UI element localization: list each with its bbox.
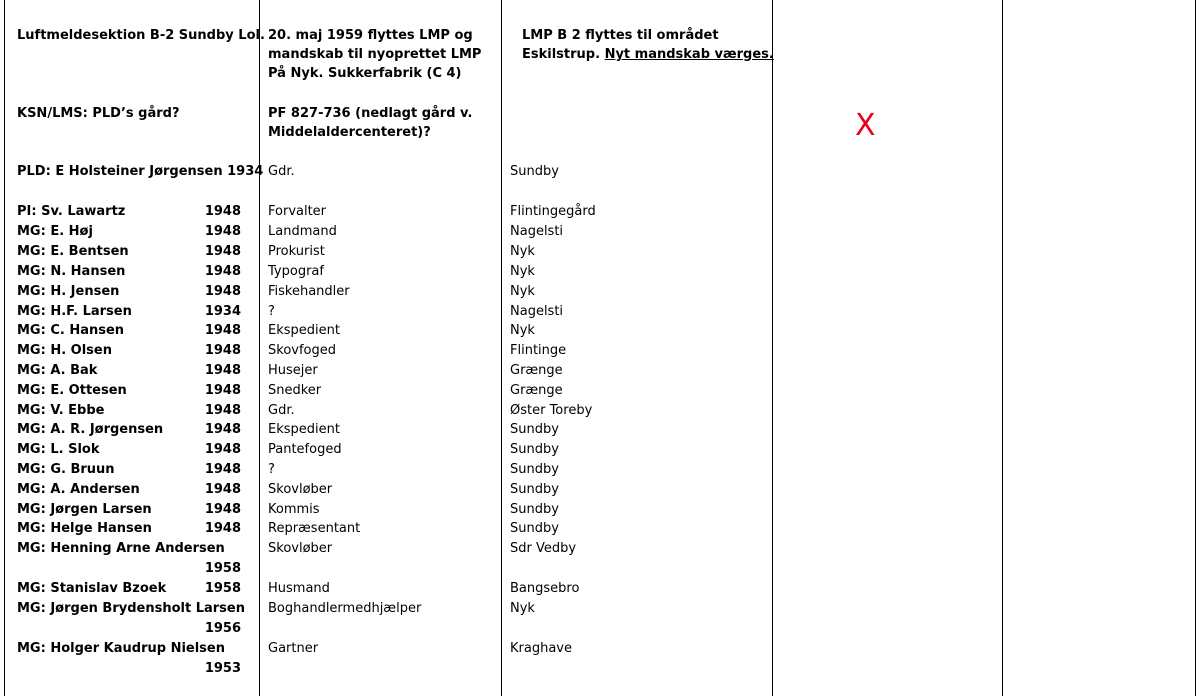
member-occupation: Boghandlermedhjælper: [268, 601, 422, 616]
member-name: MG: V. Ebbe: [17, 403, 105, 418]
member-place: Nyk: [510, 244, 535, 259]
member-place: Øster Toreby: [510, 403, 593, 418]
member-year: 1948: [204, 482, 241, 497]
member-year: 1948: [204, 264, 241, 279]
member-year: 1948: [204, 383, 241, 398]
member-year: 1956: [204, 621, 241, 636]
member-year: 1948: [204, 284, 241, 299]
column-divider-2: [501, 0, 502, 696]
member-occupation: Ekspedient: [268, 323, 340, 338]
member-occupation: Kommis: [268, 502, 320, 517]
member-year: 1934: [204, 304, 241, 319]
pld-name: PLD: E Holsteiner Jørgensen 1934: [17, 164, 264, 179]
member-occupation: Landmand: [268, 224, 337, 239]
member-occupation: Skovfoged: [268, 343, 336, 358]
member-place: Nagelsti: [510, 304, 564, 319]
member-name: MG: Holger Kaudrup Nielsen: [17, 641, 225, 656]
member-year: 1948: [204, 363, 241, 378]
member-occupation: Typograf: [268, 264, 324, 279]
member-place: Sundby: [510, 521, 559, 536]
member-name: MG: G. Bruun: [17, 462, 115, 477]
member-year: 1948: [204, 422, 241, 437]
member-year: 1948: [204, 502, 241, 517]
member-occupation: Repræsentant: [268, 521, 361, 536]
member-place: Grænge: [510, 363, 563, 378]
ksn-note-line-1: PF 827-736 (nedlagt gård v.: [268, 106, 473, 121]
member-place: Sundby: [510, 422, 559, 437]
member-year: 1948: [204, 442, 241, 457]
member-name: MG: E. Ottesen: [17, 383, 127, 398]
member-name: MG: Helge Hansen: [17, 521, 152, 536]
member-name: MG: C. Hansen: [17, 323, 125, 338]
column-divider-4: [1002, 0, 1003, 696]
member-place: Sundby: [510, 462, 559, 477]
member-name: MG: E. Høj: [17, 224, 93, 239]
column-divider-1: [259, 0, 260, 696]
member-place: Sundby: [510, 482, 559, 497]
member-year: 1948: [204, 521, 241, 536]
member-name: MG: A. R. Jørgensen: [17, 422, 164, 437]
member-year: 1948: [204, 244, 241, 259]
member-place: Nyk: [510, 601, 535, 616]
member-name: MG: A. Bak: [17, 363, 98, 378]
member-occupation: Pantefoged: [268, 442, 342, 457]
move-note-line-2: [522, 45, 774, 64]
member-place: Nagelsti: [510, 224, 564, 239]
member-occupation: ?: [268, 304, 275, 319]
table-border-left: [4, 0, 5, 696]
member-name: MG: H. Olsen: [17, 343, 112, 358]
member-place: Flintinge: [510, 343, 567, 358]
pld-place: Sundby: [510, 164, 559, 179]
ksn-note-line-2: Middelaldercenteret)?: [268, 125, 431, 140]
member-occupation: Skovløber: [268, 482, 333, 497]
table-border-right: [1195, 0, 1196, 696]
column-divider-3: [772, 0, 773, 696]
move-note-line-1: LMP B 2 flyttes til området: [522, 28, 719, 43]
relocation-note-line-3: På Nyk. Sukkerfabrik (C 4): [268, 66, 462, 81]
move-note-place: Eskilstrup.: [522, 47, 601, 62]
member-occupation: Husmand: [268, 581, 330, 596]
member-name: MG: E. Bentsen: [17, 244, 129, 259]
member-place: Sundby: [510, 442, 559, 457]
member-name: MG: Jørgen Larsen: [17, 502, 152, 517]
member-name: MG: H.F. Larsen: [17, 304, 132, 319]
member-place: Sundby: [510, 502, 559, 517]
member-place: Nyk: [510, 284, 535, 299]
member-name: MG: Jørgen Brydensholt Larsen: [17, 601, 245, 616]
member-year: 1948: [204, 323, 241, 338]
ksn-label: KSN/LMS: PLD’s gård?: [17, 106, 180, 121]
member-occupation: Forvalter: [268, 204, 327, 219]
member-name: MG: L. Slok: [17, 442, 100, 457]
pld-occupation: Gdr.: [268, 164, 295, 179]
member-year: 1953: [204, 661, 241, 676]
member-year: 1958: [204, 561, 241, 576]
relocation-note-line-2: mandskab til nyoprettet LMP: [268, 47, 482, 62]
member-occupation: Prokurist: [268, 244, 325, 259]
member-year: 1958: [204, 581, 241, 596]
member-year: 1948: [204, 403, 241, 418]
member-year: 1948: [204, 224, 241, 239]
member-place: Bangsebro: [510, 581, 580, 596]
member-occupation: Gdr.: [268, 403, 295, 418]
member-name: MG: Henning Arne Andersen: [17, 541, 225, 556]
member-place: Nyk: [510, 264, 535, 279]
member-occupation: Gartner: [268, 641, 319, 656]
relocation-note-line-1: 20. maj 1959 flyttes LMP og: [268, 28, 473, 43]
member-name: MG: A. Andersen: [17, 482, 140, 497]
member-year: 1948: [204, 462, 241, 477]
member-occupation: Fiskehandler: [268, 284, 350, 299]
member-name: MG: N. Hansen: [17, 264, 126, 279]
member-place: Kraghave: [510, 641, 572, 656]
member-occupation: Snedker: [268, 383, 322, 398]
member-occupation: ?: [268, 462, 275, 477]
member-year: 1948: [204, 204, 241, 219]
move-note-underlined: Nyt mandskab værges.: [604, 47, 774, 62]
section-title: Luftmeldesektion B-2 Sundby Lol.: [17, 28, 265, 43]
member-place: Grænge: [510, 383, 563, 398]
member-name: PI: Sv. Lawartz: [17, 204, 126, 219]
member-place: Flintingegård: [510, 204, 596, 219]
member-place: Nyk: [510, 323, 535, 338]
member-occupation: Ekspedient: [268, 422, 340, 437]
member-year: 1948: [204, 343, 241, 358]
member-place: Sdr Vedby: [510, 541, 577, 556]
member-occupation: Husejer: [268, 363, 318, 378]
red-x-mark: X: [855, 108, 876, 143]
member-name: MG: Stanislav Bzoek: [17, 581, 167, 596]
member-name: MG: H. Jensen: [17, 284, 120, 299]
member-occupation: Skovløber: [268, 541, 333, 556]
